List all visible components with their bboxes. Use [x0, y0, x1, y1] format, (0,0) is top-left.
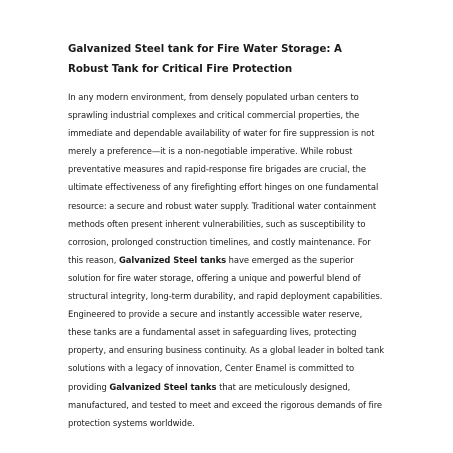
paragraph-text: have emerged as the superior solution for fire water storage, offering a unique and powerful blend of structural integrity, long-term durability, and rapid deployment capabilities. Engineered to provide a secure and instantly accessible water reserve, these tanks are a fundamental asset in safeguarding lives, protecting property, and ensuring business continuity. As a global leader in bolted tank solutions with a legacy of innovation, Center Enamel is committed to providing: [68, 254, 385, 392]
article-paragraph: [68, 88, 385, 432]
bold-term: Galvanized Steel tanks: [118, 254, 227, 265]
paragraph-text: In any modern environment, from densely populated urban centers to sprawling industrial complexes and critical commercial properties, the immediate and dependable availability of water for fire suppression is not merely a preference—it is a non-negotiable imperative. While robust preventative measures and rapid-response fire brigades are crucial, the ultimate effectiveness of any firefighting effort hinges on one fundamental resource: a secure and robust water supply. Traditional water containment methods often present inherent vulnerabilities, such as susceptibility to corrosion, prolonged construction timelines, and costly maintenance. For this reason,: [68, 92, 379, 265]
bold-term: Galvanized Steel tanks: [109, 381, 217, 392]
article-title: Galvanized Steel tank for Fire Water Storage: A Robust Tank for Critical Fire Protection: [68, 44, 342, 75]
paragraph-text: that are meticulously designed, manufactured, and tested to meet and exceed the rigorous demands of fire protection systems worldwide.: [68, 381, 383, 428]
